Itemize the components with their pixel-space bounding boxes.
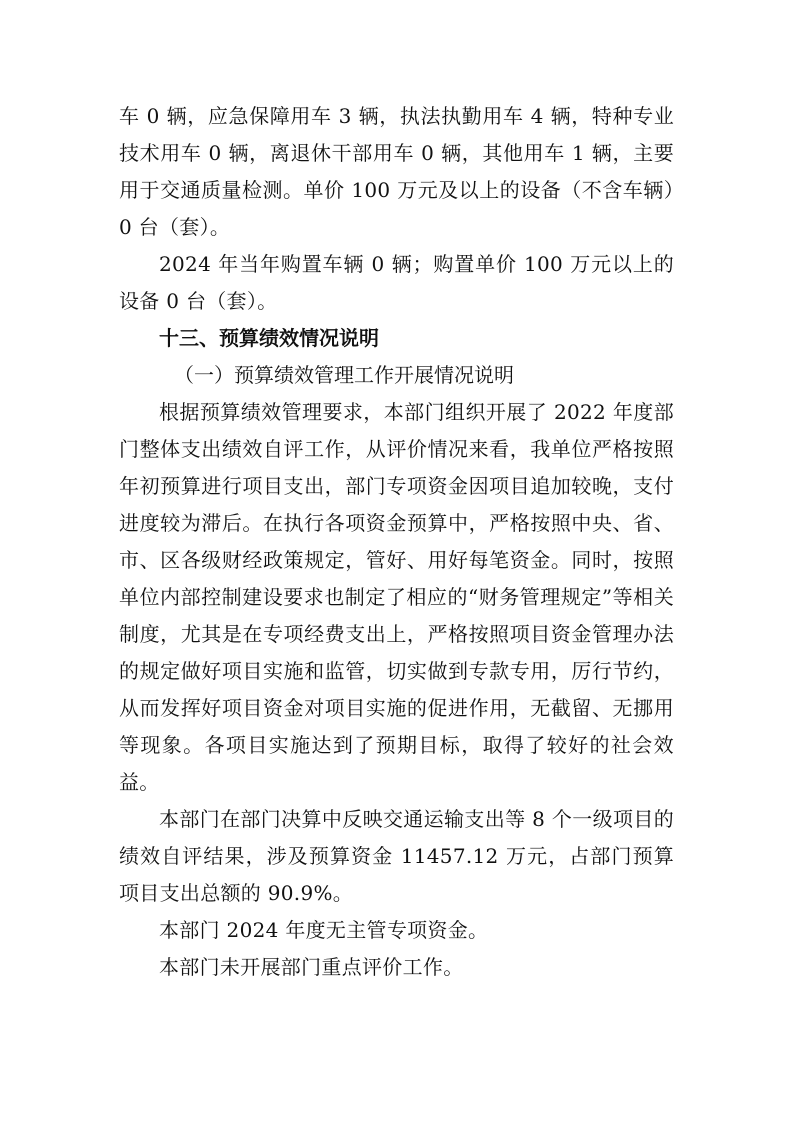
section-heading-13: 十三、预算绩效情况说明 bbox=[159, 326, 379, 350]
paragraph-special-funds: 本部门 2024 年度无主管专项资金。 bbox=[159, 918, 489, 942]
paragraph-2024-purchases: 2024 年当年购置车辆 0 辆；购置单价 100 万元以上的设备 0 台（套）。 bbox=[119, 252, 674, 313]
paragraph-performance-management: 根据预算绩效管理要求，本部门组织开展了 2022 年度部门整体支出绩效自评工作，从评价情况来看，我单位严格按照年初预算进行项目支出，部门专项资金因项目追加较晚，支付进度较为滞后。在执行各项资金预算中，严格按照中央、省、市、区各级财经政策规定，管好、用好每笔资金。同时，按照单位内部控制建设要求也制定了相应的“财务管理规定”等相关制度，尤其是在专项经费支出上，严格按照项目资金管理办法的规定做好项目实施和监管，切实做到专款专用，厉行节约，从而发挥好项目资金对项目实施的促进作用，无截留、无挪用等现象。各项目实施达到了预期目标，取得了较好的社会效益。 bbox=[119, 400, 674, 794]
paragraph-vehicles-continued: 车 0 辆，应急保障用车 3 辆，执法执勤用车 4 辆，特种专业技术用车 0 辆，离退休干部用车 0 辆，其他用车 1 辆，主要用于交通质量检测。单价 100 万元及以上的设备（不含车辆）0 台（套）。 bbox=[119, 104, 674, 239]
paragraph-self-evaluation-results: 本部门在部门决算中反映交通运输支出等 8 个一级项目的绩效自评结果，涉及预算资金 11457.12 万元，占部门预算项目支出总额的 90.9%。 bbox=[119, 807, 674, 905]
paragraph-key-evaluation: 本部门未开展部门重点评价工作。 bbox=[159, 955, 464, 979]
document-page bbox=[119, 98, 674, 986]
subsection-heading-1: （一）预算绩效管理工作开展情况说明 bbox=[174, 363, 514, 387]
